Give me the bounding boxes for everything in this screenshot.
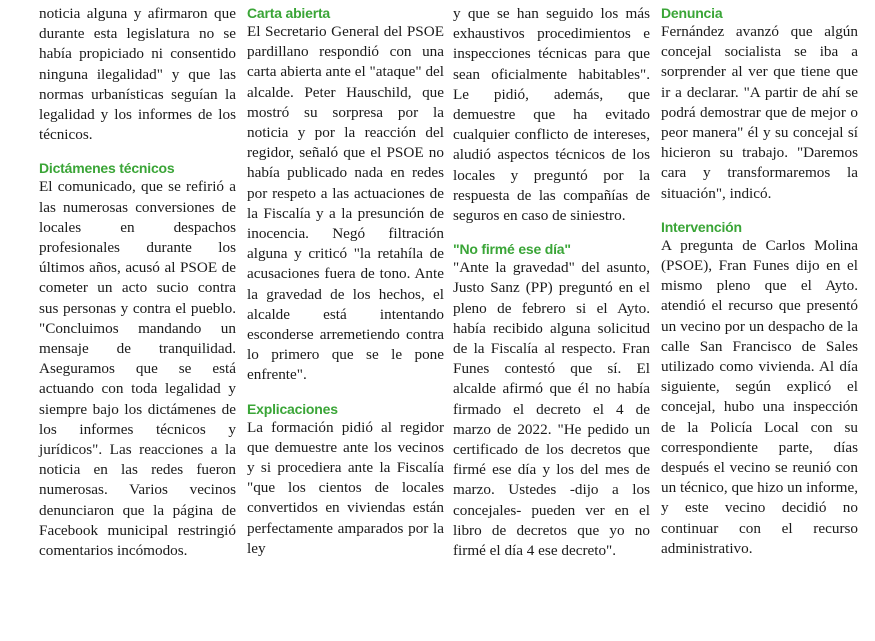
section-heading: Explicaciones [247,400,338,417]
article-column-4 [661,4,858,559]
paragraph: El Secretario General del PSOE pardillano respondió con una carta abierta ante el "ataque" del alcalde. Peter Hauschild, que mostró su sorpresa por la noticia y por la reacción del regidor, señaló que el PSOE no había publicado nada en redes por respeto a las actuaciones de la Fiscalía y a la presunción de inocencia. Negó filtración alguna y criticó "la retahíla de acusaciones fuera de tono. Ante la gravedad de los hechos, el alcalde está intentando esconderse arremetiendo contra lo primero que se le pone enfrente". [247,23,444,384]
section-heading: Carta abierta [247,5,330,21]
section-heading: Dictámenes técnicos [39,160,175,177]
article-column-1 [39,4,236,561]
paragraph: A pregunta de Carlos Molina (PSOE), Fran Funes dijo en el mismo pleno que el Ayto. atendió el recurso que presentó un vecino por un despacho de la calle San Francisco de Sales utilizado como vivienda. Al día siguiente, según explicó el concejal, hubo una inspección de la Policía Local con su correspondiente parte, días después el vecino se reunió con un técnico, que hizo un informe, y este vecino decidió no continuar con el recurso administrativo. [661,236,858,557]
article-column-3 [453,4,650,561]
section-heading: Denuncia [661,5,723,21]
section-heading: Intervención [661,218,742,235]
paragraph: "Ante la gravedad" del asunto, Justo Sanz (PP) preguntó en el pleno de febrero si el Ayto. había recibido alguna solicitud de la Fiscalía al respecto. Fran Funes contestó que sí. El alcalde afirmó que él no había firmado el decreto el 4 de marzo de 2022. "He pedido un certificado de los decretos que firmé ese día y los del mes de marzo. Ustedes -dijo a los concejales- pueden ver en el libro de decretos que yo no firmé el día 4 ese decreto". [453,259,650,560]
section-heading: "No firmé ese día" [453,241,571,258]
paragraph: noticia alguna y afirmaron que durante esta legislatura no se había propiciado ni consentido ninguna ilegalidad" y que las normas urbanísticas seguían la legalidad y los informes de los técnicos. [39,5,236,144]
paragraph: Fernández avanzó que algún concejal socialista se iba a sorprender al ver que tiene que ir a declarar. "A partir de ahí se podrá demostrar que de mejor o peor manera" él y su concejal sí hicieron su trabajo. "Daremos cara y transformaremos la situación", indicó. [661,23,858,202]
paragraph: El comunicado, que se refirió a las numerosas conversiones de locales en despachos profesionales durante los últimos años, acusó al PSOE de cometer un acto sucio contra sus personas y contra el pueblo. "Concluimos mandando un mensaje de tranquilidad. Aseguramos que se está actuando con toda legalidad y siempre bajo los dictámenes de los informes técnicos y jurídicos". Las reacciones a la noticia en las redes fueron numerosas. Varios vecinos denunciaron que la página de Facebook municipal restringió comentarios incómodos. [39,178,236,560]
paragraph: y que se han seguido los más exhaustivos procedimientos e inspecciones técnicas para que sean oficialmente habitables". Le pidió, además, que demuestre que ha evitado cualquier conflicto de intereses, aludió aspectos técnicos de los locales y preguntó por la respuesta de las compañías de seguros en caso de siniestro. [453,5,650,225]
article-column-2 [247,4,444,559]
paragraph: La formación pidió al regidor que demuestre ante los vecinos y si procediera ante la Fiscalía "que los cientos de locales convertidos en viviendas están perfectamente amparados por la ley [247,418,444,557]
